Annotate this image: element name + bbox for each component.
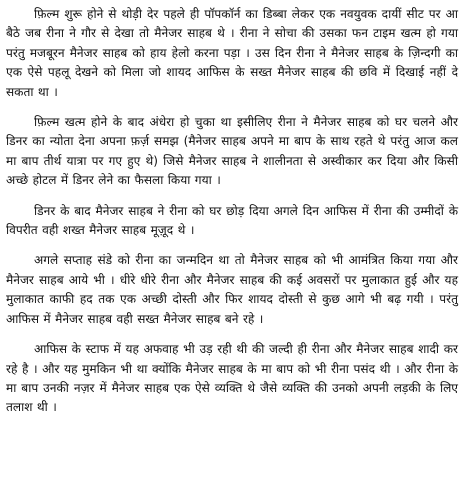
paragraph-5: आफिस के स्टाफ में यह अफवाह भी उड़ रही थी की जल्दी ही रीना और मैनेजर साहब शादी कर रहे है । और यह मुमकिन भी था क्योंकि मैनेजर साहब के मा बाप को भी रीना पसंद थी । और रीना के मा बाप उनकी नज़र में मैनेजर साहब एक ऐसे व्यक्ति थे जैसे व्यक्ति की उनको अपनी लड़की के लिए तलाश थी । bbox=[6, 342, 458, 415]
paragraph-2: फ़िल्म खत्म होने के बाद अंधेरा हो चुका था इसीलिए रीना ने मैनेजर साहब को घर चलने और डिनर का न्योता देना अपना फ़र्ज़ समझ (मैनेजर साहब अपने मा बाप के साथ रहते थे परंतु आज कल मा बाप तीर्थ यात्रा पर गए हुए थे) जिसे मैनेजर साहब ने शालीनता से अस्वीकार कर दिया और किसी अच्छे होटल में डिनर लेने का फैसला किया गया । bbox=[6, 115, 458, 188]
paragraph-3: डिनर के बाद मैनेजर साहब ने रीना को घर छोड़ दिया अगले दिन आफिस में रीना की उम्मीदों के विपरीत वही शख्त मैनेजर साहब मूज़ूद थे । bbox=[6, 203, 458, 238]
paragraph-1: फ़िल्म शुरू होने से थोड़ी देर पहले ही पॉपकॉर्न का डिब्बा लेकर एक नवयुवक दायीं सीट पर आ बैठे जब रीना ने गौर से देखा तो मैनेजर साहब थे । रीना ने सोचा की उसका फन टाइम खत्म हो गया परंतु मजबूरन मैनेजर साहब को हाय हेलो करना पड़ा । उस दिन रीना ने मैनेजर साहब के ज़िन्दगी का एक ऐसे पहलू देखने को मिला जो शायद आफिस के सख्त मैनेजर साहब की छवि में दिखाई नहीं दे सकता था । bbox=[6, 7, 458, 99]
paragraph-4: अगले सप्ताह संडे को रीना का जन्मदिन था तो मैनेजर साहब को भी आमंत्रित किया गया और मैनेजर साहब आये भी । धीरे धीरे रीना और मैनेजर साहब की कई अवसरों पर मुलाकात हुई और यह मुलाकात काफी हद तक एक अच्छी दोस्ती और फिर शायद दोस्ती से कुछ आगे भी बढ़ गयी । परंतु आफिस में मैनेजर साहब वही सख्त मैनेजर साहब बने रहे । bbox=[6, 253, 458, 326]
